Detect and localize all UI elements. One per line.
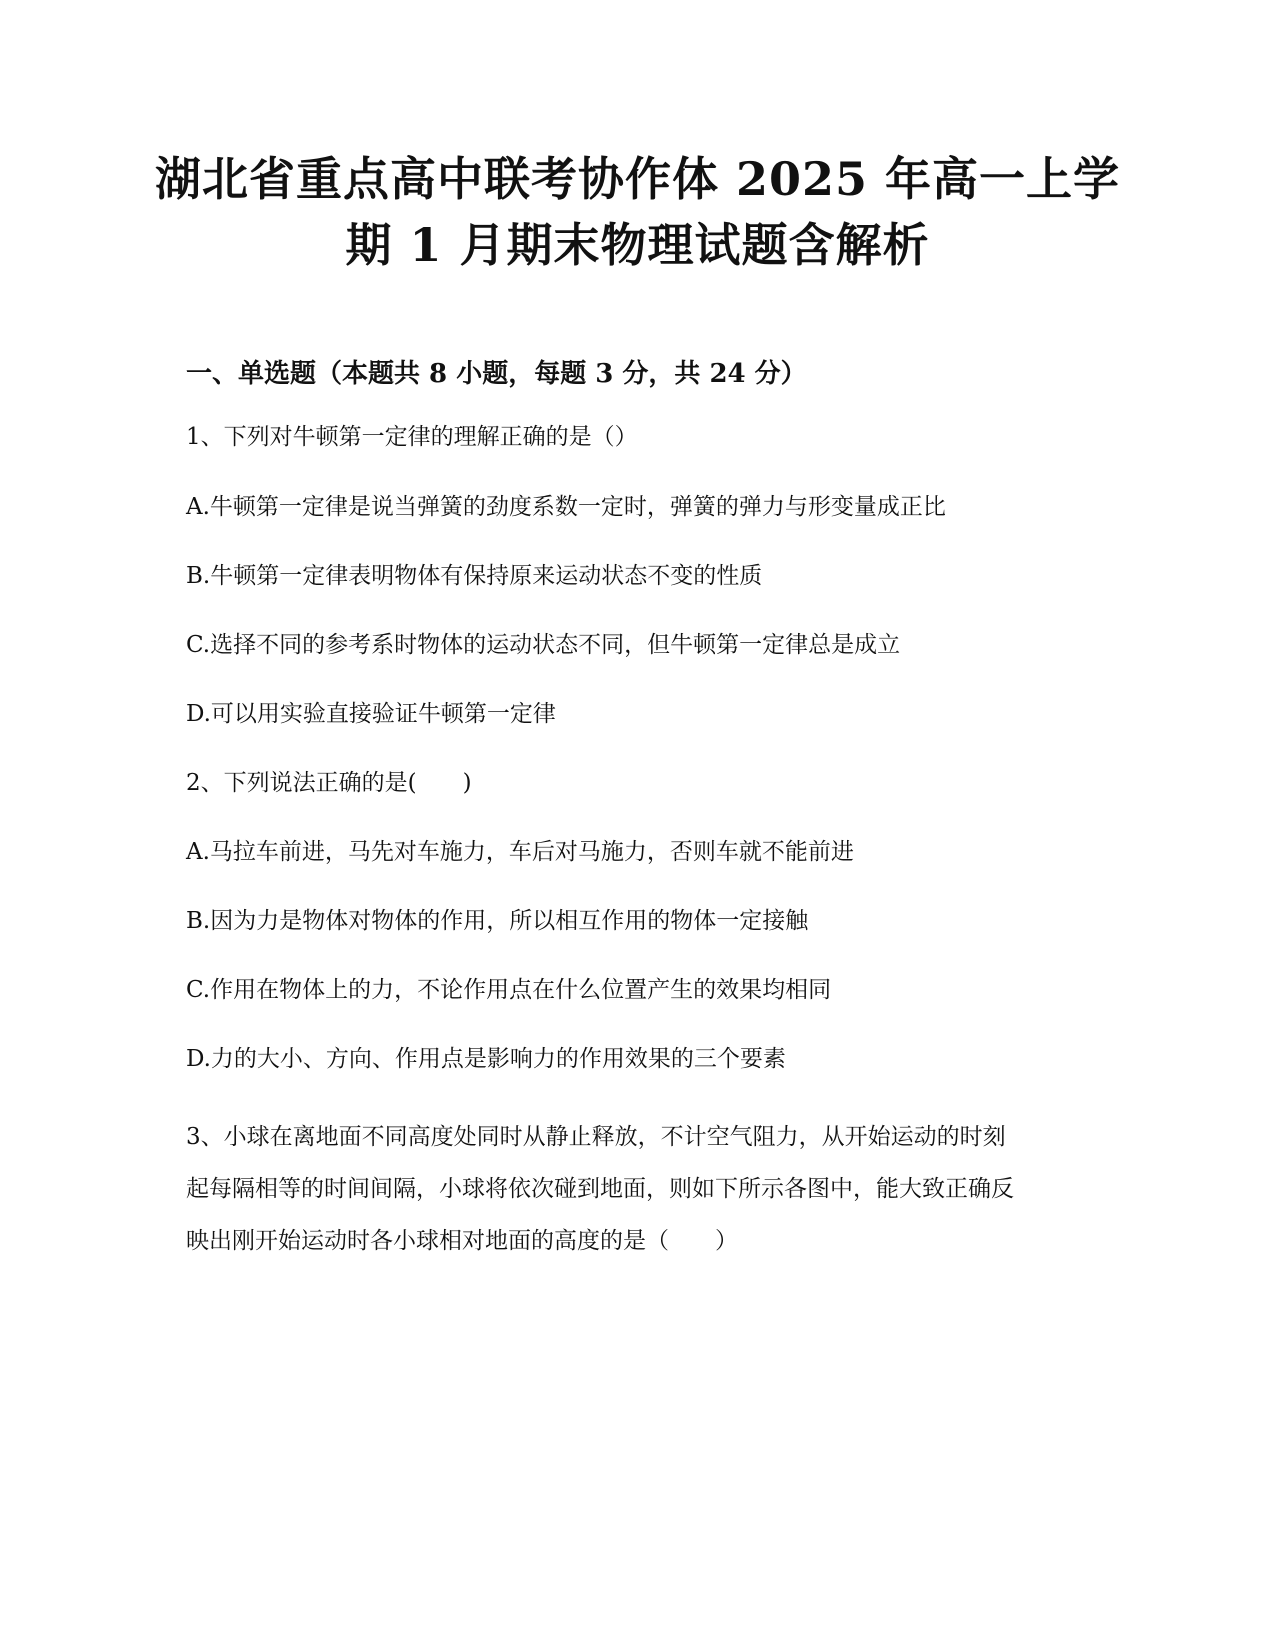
question-1-option-d: D.可以用实验直接验证牛顿第一定律 <box>186 701 556 727</box>
question-2-option-d: D.力的大小、方向、作用点是影响力的作用效果的三个要素 <box>186 1046 786 1072</box>
question-1-stem: 1、下列对牛顿第一定律的理解正确的是（） <box>186 424 638 450</box>
question-1-option-b: B.牛顿第一定律表明物体有保持原来运动状态不变的性质 <box>186 563 763 589</box>
document-title-line-1: 湖北省重点高中联考协作体 2025 年高一上学 <box>154 152 1121 206</box>
section-heading-single-choice: 一、单选题（本题共 8 小题，每题 3 分，共 24 分） <box>186 359 807 389</box>
question-3-stem-line-1: 3、小球在离地面不同高度处同时从静止释放，不计空气阻力，从开始运动的时刻 <box>186 1124 1006 1150</box>
question-3-stem-line-3: 映出刚开始运动时各小球相对地面的高度的是（ ） <box>186 1228 738 1254</box>
question-2-option-c: C.作用在物体上的力，不论作用点在什么位置产生的效果均相同 <box>186 977 832 1003</box>
question-1-option-a: A.牛顿第一定律是说当弹簧的劲度系数一定时，弹簧的弹力与形变量成正比 <box>186 494 946 520</box>
question-1-option-c: C.选择不同的参考系时物体的运动状态不同，但牛顿第一定律总是成立 <box>186 632 901 658</box>
document-title-line-2: 期 1 月期末物理试题含解析 <box>345 218 930 272</box>
question-2-stem: 2、下列说法正确的是( ) <box>186 770 472 796</box>
question-2-option-b: B.因为力是物体对物体的作用，所以相互作用的物体一定接触 <box>186 908 809 934</box>
question-3-stem <box>186 1111 1096 1267</box>
question-2-option-a: A.马拉车前进，马先对车施力，车后对马施力，否则车就不能前进 <box>186 839 854 865</box>
question-3-stem-line-2: 起每隔相等的时间间隔，小球将依次碰到地面，则如下所示各图中，能大致正确反 <box>186 1176 1014 1202</box>
